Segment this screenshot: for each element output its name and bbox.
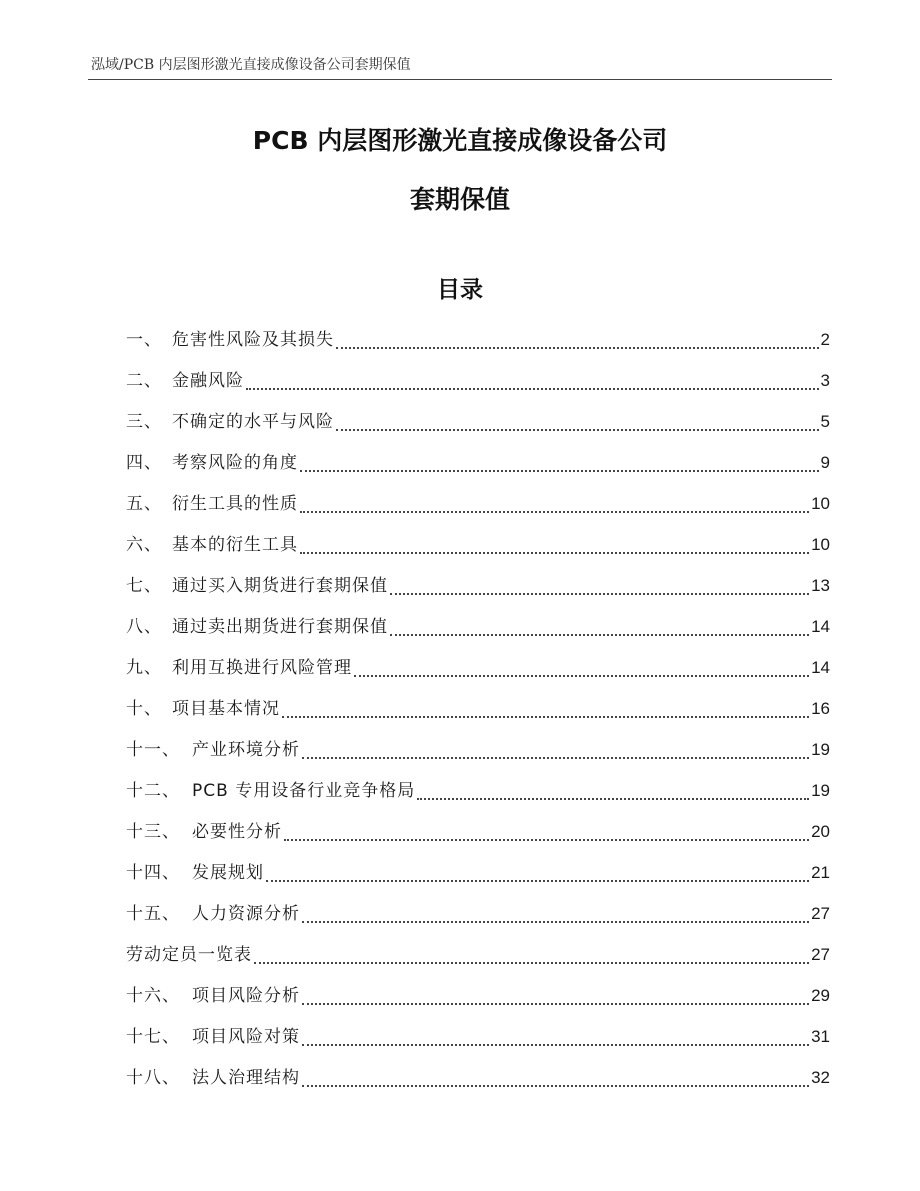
toc-entry-label [126,1017,300,1058]
toc-entry-number: 九、 [126,658,162,678]
toc-entry[interactable] [126,1057,830,1098]
toc-entry-page: 14 [811,658,830,677]
toc-dot-leader [300,511,809,513]
toc-entry-number: 二、 [126,371,162,391]
toc-entry-text: 通过卖出期货进行套期保值 [172,617,388,637]
toc-entry-number: 十三、 [126,822,180,842]
toc-entry-number: 十五、 [126,904,180,924]
toc-entry-text: 必要性分析 [192,822,282,842]
toc-entry-number: 六、 [126,535,162,555]
toc-entry-label [126,812,282,853]
toc-entry[interactable] [126,811,830,852]
toc-dot-leader [390,593,809,595]
toc-entry-text: PCB 专用设备行业竞争格局 [192,781,416,801]
toc-heading: 目录 [437,277,483,303]
toc-dot-leader [300,470,819,472]
toc-dot-leader [354,675,809,677]
toc-entry[interactable] [126,975,830,1016]
document-title: PCB 内层图形激光直接成像设备公司 [252,126,668,155]
toc-entry-number: 三、 [126,412,162,432]
toc-entry[interactable] [126,893,830,934]
toc-entry-text: 发展规划 [192,863,264,883]
toc-entry[interactable] [126,647,830,688]
toc-dot-leader [300,552,809,554]
toc-entry-label [126,1058,300,1099]
toc-entry-number: 一、 [126,330,162,350]
toc-entry-text: 产业环境分析 [192,740,300,760]
toc-entry-text: 金融风险 [172,371,244,391]
toc-entry-label [126,607,388,648]
toc-entry-label [126,771,415,812]
toc-dot-leader [302,1044,809,1046]
toc-entry[interactable] [126,852,830,893]
toc-entry-label [126,484,298,525]
toc-entry-number: 十、 [126,699,162,719]
toc-entry-number: 七、 [126,576,162,596]
toc-entry-label [126,689,280,730]
toc-entry-page: 16 [811,699,830,718]
toc-entry-page: 29 [811,986,830,1005]
toc-entry[interactable] [126,401,830,442]
toc-entry-number: 十八、 [126,1068,180,1088]
toc-entry-text: 危害性风险及其损失 [172,330,334,350]
toc-dot-leader [246,388,819,390]
toc-entry-text: 考察风险的角度 [172,453,298,473]
toc-entry-page: 27 [811,945,830,964]
toc-dot-leader [302,757,809,759]
toc-entry-number: 十四、 [126,863,180,883]
toc-entry-text: 项目基本情况 [172,699,280,719]
toc-dot-leader [336,347,819,349]
toc-entry-text: 通过买入期货进行套期保值 [172,576,388,596]
toc-entry-text: 劳动定员一览表 [126,945,252,965]
toc-dot-leader [282,716,809,718]
toc-entry-number: 十一、 [126,740,180,760]
toc-entry-label [126,566,388,607]
toc-dot-leader [254,962,809,964]
toc-entry-page: 21 [811,863,830,882]
toc-entry-page: 27 [811,904,830,923]
toc-entry-page: 5 [820,412,830,431]
toc-entry-text: 利用互换进行风险管理 [172,658,352,678]
toc-entry-number: 四、 [126,453,162,473]
document-subtitle: 套期保值 [409,185,510,214]
toc-entry[interactable] [126,319,830,360]
toc-entry-page: 19 [811,740,830,759]
toc-dot-leader [302,921,809,923]
toc-entry-page: 2 [820,330,830,349]
toc-entry-label [126,525,298,566]
toc-entry-page: 14 [811,617,830,636]
toc-entry[interactable] [126,606,830,647]
toc-entry-label [126,935,252,976]
toc-entry-text: 衍生工具的性质 [172,494,298,514]
toc-entry-page: 10 [811,494,830,513]
toc-entry-label [126,730,300,771]
toc-entry[interactable] [126,688,830,729]
toc-entry[interactable] [126,565,830,606]
toc-entry-label [126,976,300,1017]
toc-entry-page: 10 [811,535,830,554]
toc-entry-label [126,402,334,443]
toc-entry-page: 19 [811,781,830,800]
toc-entry-number: 八、 [126,617,162,637]
toc-entry-text: 项目风险分析 [192,986,300,1006]
toc-entry-label [126,320,334,361]
toc-entry-label [126,648,352,689]
toc-entry-page: 20 [811,822,830,841]
toc-dot-leader [284,839,809,841]
toc-entry-page: 31 [811,1027,830,1046]
toc-dot-leader [417,798,809,800]
toc-entry-number: 五、 [126,494,162,514]
toc-entry[interactable] [126,1016,830,1057]
toc-entry-page: 13 [811,576,830,595]
toc-entry-label [126,894,300,935]
toc-entry-number: 十二、 [126,781,180,801]
toc-entry[interactable] [126,770,830,811]
toc-entry-number: 十七、 [126,1027,180,1047]
header-divider [88,79,832,80]
table-of-contents [126,319,830,1098]
toc-entry-label [126,361,244,402]
toc-entry[interactable] [126,524,830,565]
toc-dot-leader [302,1085,809,1087]
toc-dot-leader [390,634,809,636]
toc-entry-text: 项目风险对策 [192,1027,300,1047]
toc-entry-text: 基本的衍生工具 [172,535,298,555]
toc-entry-number: 十六、 [126,986,180,1006]
toc-entry-label [126,853,264,894]
toc-entry[interactable] [126,442,830,483]
running-header: 泓域/PCB 内层图形激光直接成像设备公司套期保值 [91,57,411,73]
toc-entry-text: 不确定的水平与风险 [172,412,334,432]
toc-entry-page: 32 [811,1068,830,1087]
toc-entry[interactable] [126,483,830,524]
toc-dot-leader [266,880,809,882]
toc-entry-page: 9 [820,453,830,472]
toc-entry[interactable] [126,360,830,401]
toc-entry-page: 3 [820,371,830,390]
toc-entry-label [126,443,298,484]
toc-entry[interactable] [126,729,830,770]
toc-entry[interactable] [126,934,830,975]
toc-entry-text: 人力资源分析 [192,904,300,924]
toc-entry-text: 法人治理结构 [192,1068,300,1088]
toc-dot-leader [302,1003,809,1005]
toc-dot-leader [336,429,819,431]
